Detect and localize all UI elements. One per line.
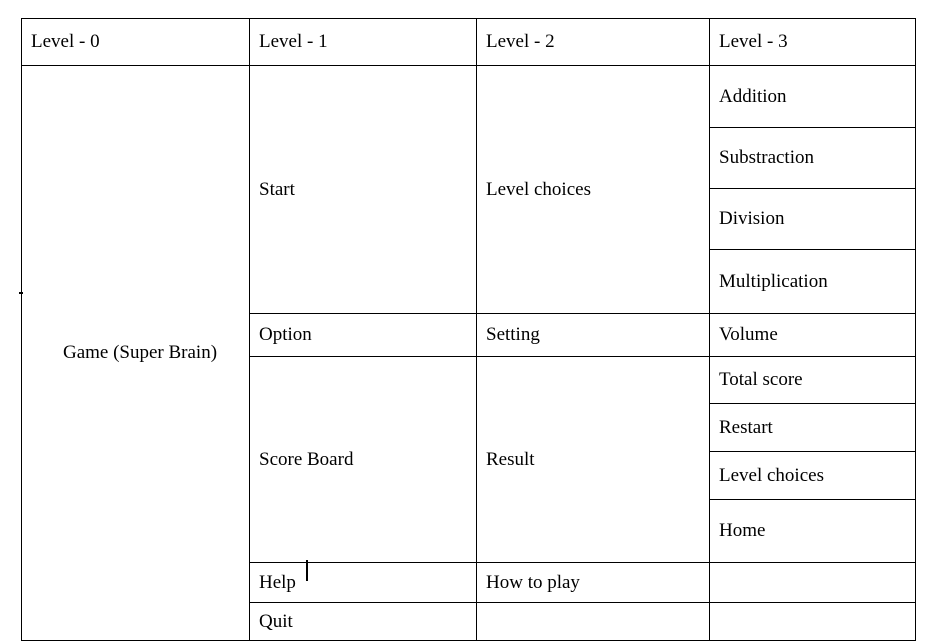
table-row [22,66,916,128]
cell-level3-empty-quit [710,603,916,641]
column-header-level-3: Level - 3 [710,19,916,66]
cell-level1-help: Help [250,563,477,603]
cell-level3-substraction: Substraction [710,128,916,189]
cell-level3-multiplication: Multiplication [710,250,916,314]
cell-level2-level-choices: Level choices [477,66,710,314]
cell-level3-addition: Addition [710,66,916,128]
cell-level3-home: Home [710,500,916,563]
cell-level0-game: Game (Super Brain) [22,66,250,641]
column-header-level-1: Level - 1 [250,19,477,66]
cell-level2-how-to-play: How to play [477,563,710,603]
cell-level2-empty-quit [477,603,710,641]
cell-level1-start: Start [250,66,477,314]
column-header-level-2: Level - 2 [477,19,710,66]
cell-level3-total-score: Total score [710,357,916,404]
cell-level3-empty-help [710,563,916,603]
scan-artifact-left [19,292,23,294]
cell-level1-option: Option [250,314,477,357]
cell-level3-division: Division [710,189,916,250]
cell-level3-restart: Restart [710,404,916,452]
table-header-row [22,19,916,66]
cell-level2-setting: Setting [477,314,710,357]
column-header-level-0: Level - 0 [22,19,250,66]
cell-level3-volume: Volume [710,314,916,357]
menu-hierarchy-table [21,18,916,641]
cell-level1-quit: Quit [250,603,477,641]
cell-level1-score-board: Score Board [250,357,477,563]
cell-level3-level-choices: Level choices [710,452,916,500]
scan-artifact-bottom [306,560,308,581]
cell-level2-result: Result [477,357,710,563]
